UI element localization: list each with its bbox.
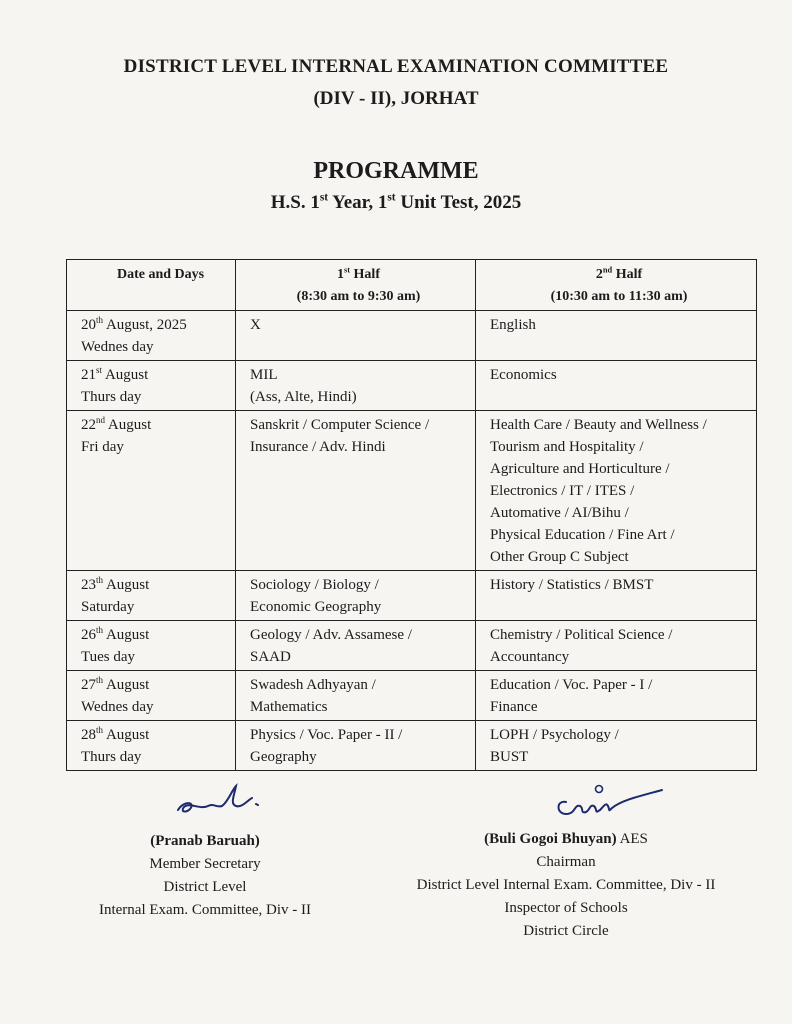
programme-title: PROGRAMME: [313, 158, 479, 184]
exam-day: Thurs day: [81, 749, 142, 765]
exam-day: Saturday: [81, 599, 135, 615]
signatory-name: (Pranab Baruah): [150, 833, 260, 849]
subject-line: Sanskrit / Computer Science /: [250, 417, 430, 433]
subject-line: Chemistry / Political Science /: [490, 627, 673, 643]
date-day-cell: [67, 571, 236, 621]
date-day-cell: [67, 671, 236, 721]
subject-line: History / Statistics / BMST: [490, 577, 654, 593]
signatory-line: District Level: [163, 879, 247, 895]
subject-line: MIL: [250, 367, 278, 383]
exam-date: 20th August, 2025: [81, 315, 187, 333]
exam-schedule-table: [66, 259, 757, 771]
signatory-line: Internal Exam. Committee, Div - II: [98, 902, 312, 918]
date-day-cell: [67, 621, 236, 671]
subject-line: (Ass, Alte, Hindi): [250, 389, 357, 405]
subject-line: Physical Education / Fine Art /: [490, 527, 675, 543]
table-row: [67, 721, 757, 771]
table-header-row: [67, 260, 757, 311]
subject-line: Insurance / Adv. Hindi: [250, 439, 386, 455]
second-half-subjects-cell: [476, 721, 757, 771]
subject-line: English: [490, 317, 536, 333]
signature-pranab-baruah: [170, 782, 270, 822]
first-half-subjects-cell: [236, 411, 476, 571]
table-row: [67, 411, 757, 571]
signatory-member-secretary: [60, 830, 350, 922]
subject-line: Mathematics: [250, 699, 328, 715]
signatory-line: District Level Internal Exam. Committee, Div - II: [416, 877, 716, 893]
subject-line: Economic Geography: [250, 599, 382, 615]
signatory-line: Member Secretary: [149, 856, 261, 872]
first-half-subjects-cell: [236, 361, 476, 411]
header-date-days: Date and Days: [67, 260, 236, 311]
subject-line: Geology / Adv. Assamese /: [250, 627, 412, 643]
first-half-subjects-cell: [236, 621, 476, 671]
date-day-cell: [67, 361, 236, 411]
subject-line: X: [250, 317, 261, 333]
exam-day: Wednes day: [81, 699, 154, 715]
subject-line: Physics / Voc. Paper - II /: [250, 727, 403, 743]
committee-title-line2: (DIV - II), JORHAT: [313, 88, 479, 109]
first-half-subjects-cell: [236, 671, 476, 721]
second-half-subjects-cell: [476, 671, 757, 721]
second-half-subjects-cell: [476, 621, 757, 671]
signatory-chairman: [366, 828, 766, 943]
table-row: [67, 311, 757, 361]
date-day-cell: [67, 411, 236, 571]
subject-line: Agriculture and Horticulture /: [490, 461, 670, 477]
exam-date: 23th August: [81, 575, 150, 593]
exam-day: Wednes day: [81, 339, 154, 355]
exam-day: Fri day: [81, 439, 124, 455]
second-half-subjects-cell: [476, 361, 757, 411]
subject-line: Tourism and Hospitality /: [490, 439, 644, 455]
table-row: [67, 671, 757, 721]
table-row: [67, 571, 757, 621]
date-day-cell: [67, 721, 236, 771]
committee-title-line1: DISTRICT LEVEL INTERNAL EXAMINATION COMMITTEE: [123, 56, 669, 77]
subject-line: Sociology / Biology /: [250, 577, 379, 593]
first-half-subjects-cell: [236, 571, 476, 621]
subject-line: Education / Voc. Paper - I /: [490, 677, 653, 693]
second-half-subjects-cell: [476, 571, 757, 621]
exam-day: Tues day: [81, 649, 136, 665]
signature-buli-gogoi-bhuyan: [550, 780, 670, 830]
table-row: [67, 621, 757, 671]
exam-date: 28th August: [81, 725, 150, 743]
exam-date: 26th August: [81, 625, 150, 643]
subject-line: Automative / AI/Bihu /: [490, 505, 629, 521]
subject-line: BUST: [490, 749, 529, 765]
table-row: [67, 361, 757, 411]
subject-line: LOPH / Psychology /: [490, 727, 619, 743]
exam-date: 21st August: [81, 365, 149, 383]
subject-line: Geography: [250, 749, 317, 765]
subject-line: Electronics / IT / ITES /: [490, 483, 635, 499]
subject-line: Finance: [490, 699, 538, 715]
second-half-subjects-cell: [476, 411, 757, 571]
date-day-cell: [67, 311, 236, 361]
subject-line: Health Care / Beauty and Wellness /: [490, 417, 707, 433]
signatory-line: Inspector of Schools: [504, 900, 628, 916]
subject-line: Swadesh Adhyayan /: [250, 677, 376, 693]
subject-line: Economics: [490, 367, 557, 383]
exam-date: 22nd August: [81, 415, 152, 433]
signatory-name-line: (Buli Gogoi Bhuyan) AES: [484, 831, 648, 847]
signatory-line: District Circle: [523, 923, 609, 939]
subject-line: Other Group C Subject: [490, 549, 629, 565]
subject-line: Accountancy: [490, 649, 570, 665]
header-first-half: 1st Half (8:30 am to 9:30 am): [236, 260, 476, 311]
first-half-subjects-cell: [236, 721, 476, 771]
first-half-subjects-cell: [236, 311, 476, 361]
programme-subtitle: H.S. 1st Year, 1st Unit Test, 2025: [270, 191, 522, 213]
subject-line: SAAD: [250, 649, 291, 665]
exam-date: 27th August: [81, 675, 150, 693]
signatory-line: Chairman: [536, 854, 596, 870]
exam-day: Thurs day: [81, 389, 142, 405]
second-half-subjects-cell: [476, 311, 757, 361]
header-second-half: 2nd Half (10:30 am to 11:30 am): [476, 260, 757, 311]
